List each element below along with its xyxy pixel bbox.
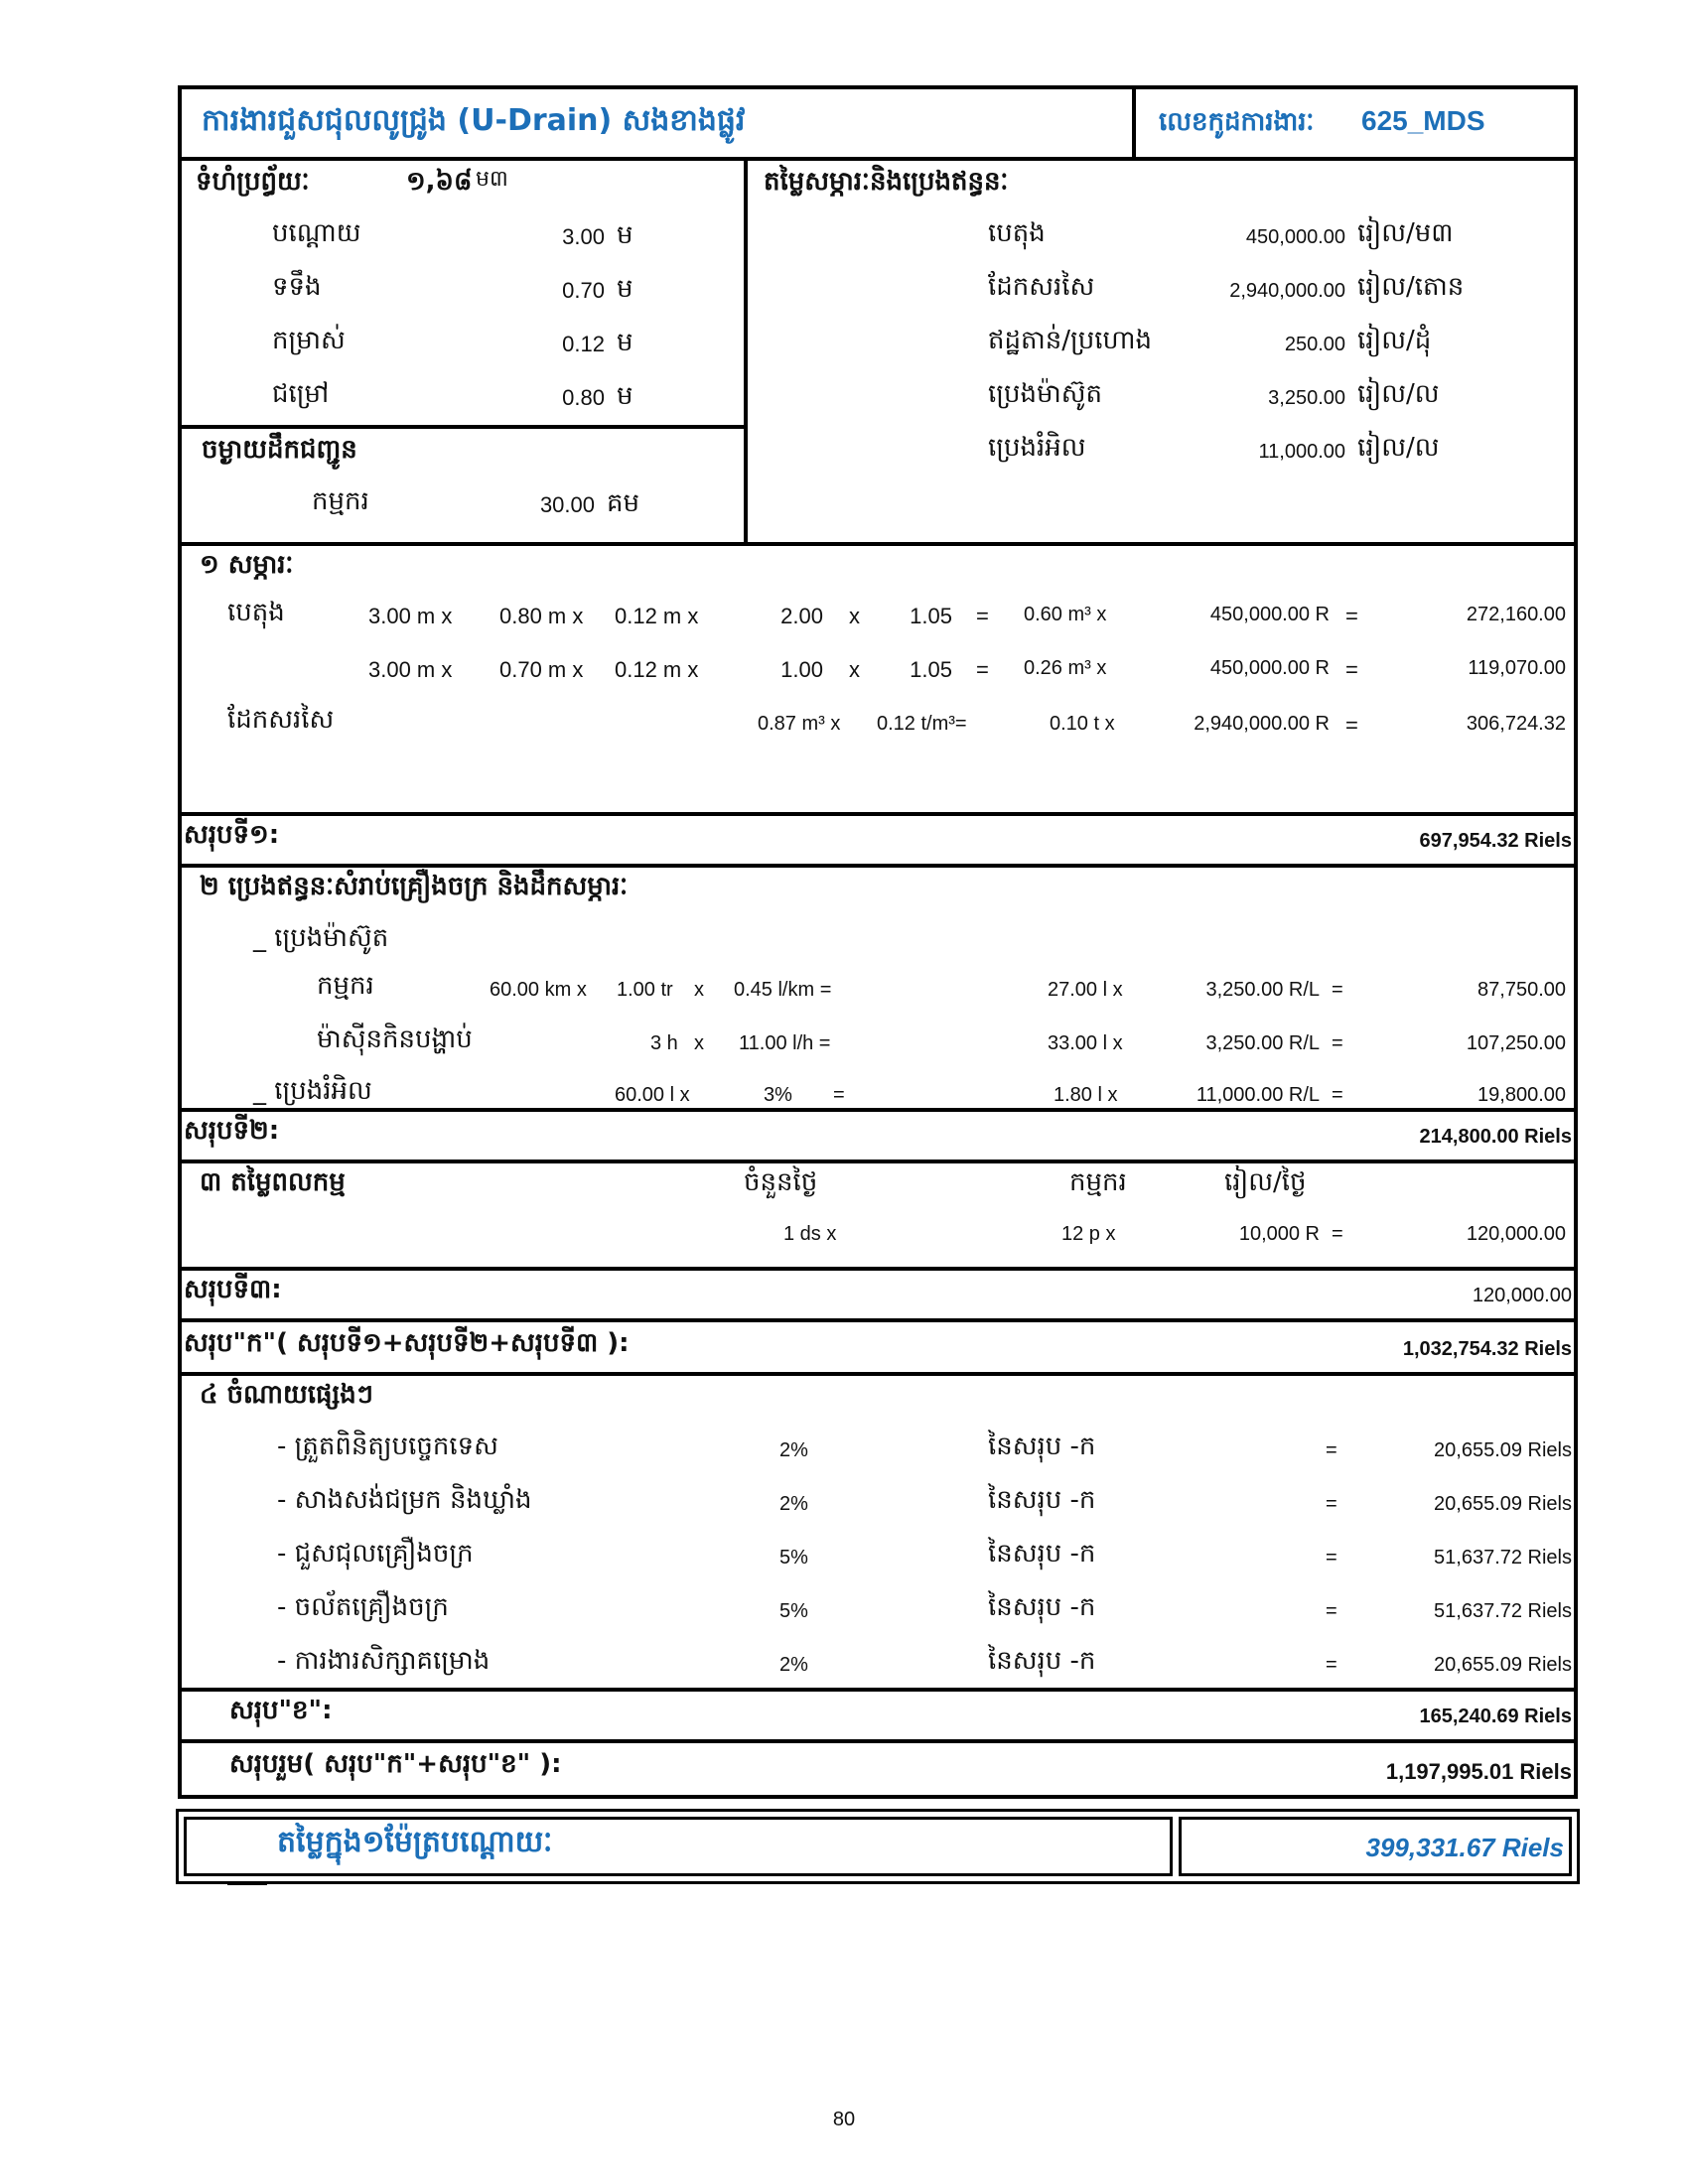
total-a-value: 1,032,754.32 Riels [1402,1338,1572,1360]
days-cell: 1 ds x [783,1223,837,1245]
price-item-value: 2,940,000.00 [1229,280,1345,302]
price-item-value: 450,000.00 [1245,226,1345,248]
fuel-price-cell: 3,250.00 R/L [1205,979,1320,1001]
steel-weight-cell: 0.10 t x [1050,713,1115,735]
hours-cell: 3 h [650,1032,678,1054]
multiply-sign: x [694,1032,704,1054]
equals-sign: = [976,604,989,628]
consumption-cell: 11.00 l/h = [739,1032,831,1054]
page-title: ការងារជួសជុលលូជ្រូង (U-Drain) សងខាងផ្លូវ [202,103,746,138]
amount-cell: 272,160.00 [1466,604,1566,625]
rate-column-header: រៀល/ថ្ងៃ [1224,1167,1307,1197]
price-item-label: បេតុង [988,218,1046,248]
price-item-unit: រៀល/ល [1357,433,1440,463]
steel-volume-cell: 0.87 m³ x [758,713,841,735]
subtotal-2-label: សរុបទី២: [184,1116,280,1146]
consumption-cell: 0.45 l/km = [734,979,832,1001]
fuel-amount-cell: 107,250.00 [1466,1032,1566,1054]
length-cell: 3.00 m x [368,657,453,682]
equals-sign: = [1326,1600,1337,1622]
equals-sign: = [833,1084,845,1106]
dimension-label: ទទឹង [272,272,322,302]
volume-label: ទំហំប្រព្ធ័យៈ [196,167,310,197]
unit-price-cell: 450,000.00 R [1209,657,1330,679]
equals-sign: = [1332,1032,1343,1054]
dimension-unit: ម [617,328,633,357]
dimension-value: 3.00 [562,224,605,249]
total-b-label: សរុប"ខ": [229,1696,333,1725]
distance-cell: 60.00 km x [490,979,587,1001]
amount-cell: 119,070.00 [1468,657,1566,679]
factor-cell: 1.00 [780,657,823,682]
workers-column-header: កម្មករ [1069,1167,1127,1197]
equals-sign: = [1332,1084,1343,1106]
lubricant-base-cell: 60.00 l x [615,1084,690,1106]
overhead-basis: នៃសរុប -ក [988,1646,1096,1676]
waste-factor-cell: 1.05 [910,604,952,628]
overhead-amount: 51,637.72 Riels [1434,1547,1572,1569]
price-item-label: ប្រេងម៉ាស៊ូត [988,379,1103,409]
fuel-amount-cell: 87,750.00 [1477,979,1566,1001]
dimension-value: 0.12 [562,332,605,356]
overhead-percent: 5% [779,1547,808,1569]
price-item-value: 3,250.00 [1268,387,1345,409]
page-number: 80 [832,2109,856,2130]
overhead-percent: 2% [779,1439,808,1461]
work-code-label: លេខកូដការងារៈ [1159,107,1315,137]
overhead-amount: 20,655.09 Riels [1434,1654,1572,1676]
depth-cell: 0.80 m x [499,604,584,628]
equals-sign: = [1332,1223,1343,1245]
price-item-value: 250.00 [1284,334,1345,355]
dimension-unit: ម [617,381,633,411]
overhead-label: - ជួសជុលគ្រឿងចក្រ [277,1539,474,1569]
thickness-cell: 0.12 m x [615,604,699,628]
work-code-value: 625_MDS [1361,105,1485,136]
unit-price-underline [227,1882,267,1885]
overhead-amount: 20,655.09 Riels [1434,1493,1572,1515]
steel-label: ដែកសរសៃ [227,705,335,735]
transport-value: 30.00 [539,492,595,517]
litres-cell: 33.00 l x [1048,1032,1123,1054]
length-cell: 3.00 m x [368,604,453,628]
overhead-label: - ចល័តគ្រឿងចក្រ [277,1592,449,1622]
workers-cell: 12 p x [1061,1223,1116,1245]
multiply-sign: x [849,657,860,682]
section-2-heading: ២ ប្រេងឥន្ធនៈសំរាប់គ្រឿងចក្រ និងដឹកសម្ភារៈ [200,872,629,901]
grand-total-value: 1,197,995.01 Riels [1385,1759,1572,1784]
overhead-label: - ត្រួតពិនិត្យបច្ចេកទេស [277,1432,498,1461]
steel-amount-cell: 306,724.32 [1466,713,1566,735]
multiply-sign: x [849,604,860,628]
price-item-label: ដែកសរសៃ [988,272,1095,302]
dimension-value: 0.70 [562,278,605,303]
volume-unit: ម៣ [476,167,508,192]
overhead-amount: 20,655.09 Riels [1434,1439,1572,1461]
trips-cell: 1.00 tr [617,979,673,1001]
subtotal-3-label: សរុបទី៣: [184,1275,282,1304]
overhead-percent: 2% [779,1493,808,1515]
overhead-label: - ការងារសិក្សាគម្រោង [277,1646,491,1676]
overhead-amount: 51,637.72 Riels [1434,1600,1572,1622]
steel-price-cell: 2,940,000.00 R [1194,713,1330,735]
overhead-basis: នៃសរុប -ក [988,1592,1096,1622]
prices-label: តម្លៃសម្ភារៈនិងប្រេងឥន្ធនៈ [764,167,1009,197]
days-column-header: ចំនួនថ្ងៃ [744,1167,818,1197]
equals-sign: = [1326,1439,1337,1461]
thickness-cell: 0.12 m x [615,657,699,682]
equals-sign: = [1345,604,1358,628]
dimension-value: 0.80 [562,385,605,410]
subtotal-1-value: 697,954.32 Riels [1419,830,1572,852]
litres-cell: 27.00 l x [1048,979,1123,1001]
section-4-heading: ៤ ចំណាយផ្សេងៗ [200,1380,373,1410]
steel-density-cell: 0.12 t/m³= [877,713,967,735]
fuel-price-cell: 3,250.00 R/L [1205,1032,1320,1054]
fuel-row-label: កម្មករ [317,971,374,1001]
total-a-label: សរុប"ក"( សរុបទី១+សរុបទី២+សរុបទី៣ ): [184,1328,630,1358]
diesel-label: _ ប្រេងម៉ាស៊ូត [253,923,389,953]
equals-sign: = [1326,1654,1337,1676]
quantity-cell: 0.60 m³ x [1024,604,1107,625]
lubricant-litres-cell: 1.80 l x [1054,1084,1118,1106]
overhead-basis: នៃសរុប -ក [988,1539,1096,1569]
price-item-unit: រៀល/តោន [1357,272,1465,302]
fuel-row-label: ម៉ាស៊ីនកិនបង្ហាប់ [317,1024,473,1054]
unit-price-cell: 450,000.00 R [1209,604,1330,625]
overhead-percent: 2% [779,1654,808,1676]
labor-amount-cell: 120,000.00 [1466,1223,1566,1245]
dimension-unit: ម [617,274,633,304]
daily-rate-cell: 10,000 R [1238,1223,1320,1245]
lubricant-rate-cell: 3% [764,1084,792,1106]
dimension-unit: ម [617,220,633,250]
transport-row-label: កម្មករ [312,486,369,516]
section-3-box [178,1160,1578,1271]
transport-unit: គម [607,488,640,518]
price-item-value: 11,000.00 [1258,441,1345,463]
price-item-unit: រៀល/ល [1357,379,1440,409]
unit-price-label: តម្លៃក្នុង១ម៉ែត្របណ្ដោយៈ [277,1825,553,1859]
waste-factor-cell: 1.05 [910,657,952,682]
price-item-unit: រៀល/ម៣ [1357,218,1454,248]
quantity-cell: 0.26 m³ x [1024,657,1107,679]
section-1-heading: ១ សម្ភារៈ [200,550,294,580]
price-item-label: ប្រេងរំអិល [988,433,1086,463]
section-3-heading: ៣ តម្លៃពលកម្ម [200,1167,346,1197]
grand-total-label: សរុបរួម( សរុប"ក"+សរុប"ខ" ): [229,1749,562,1779]
overhead-label: - សាងសង់ជម្រក និងឃ្លាំង [277,1485,532,1515]
lubricant-label: _ ប្រេងរំអិល [253,1076,372,1106]
factor-cell: 2.00 [780,604,823,628]
unit-price-value: 399,331.67 Riels [1365,1833,1564,1862]
equals-sign: = [1326,1547,1337,1569]
subtotal-3-value: 120,000.00 [1472,1285,1572,1306]
concrete-label: បេតុង [227,598,285,627]
overhead-basis: នៃសរុប -ក [988,1485,1096,1515]
overhead-percent: 5% [779,1600,808,1622]
multiply-sign: x [694,979,704,1001]
price-item-unit: រៀល/ដុំ [1357,326,1432,355]
dimension-label: បណ្ដោយ [272,218,361,248]
volume-value: ១,៦៨ [406,167,473,197]
subtotal-2-value: 214,800.00 Riels [1419,1126,1572,1148]
subtotal-1-label: សរុបទី១: [184,820,280,850]
dimension-label: ជម្រៅ [272,379,330,409]
lubricant-price-cell: 11,000.00 R/L [1196,1084,1320,1106]
equals-sign: = [1345,657,1358,682]
equals-sign: = [1326,1493,1337,1515]
depth-cell: 0.70 m x [499,657,584,682]
price-item-label: ឥដ្ឋតាន់/ប្រហោង [988,326,1153,355]
dimension-label: កម្រាស់ [272,326,346,355]
total-b-value: 165,240.69 Riels [1419,1706,1572,1727]
overhead-basis: នៃសរុប -ក [988,1432,1096,1461]
transport-label: ចម្ងាយដឹកជញ្ជូន [202,435,357,465]
equals-sign: = [1332,979,1343,1001]
lubricant-amount-cell: 19,800.00 [1477,1084,1566,1106]
equals-sign: = [1345,713,1358,738]
equals-sign: = [976,657,989,682]
